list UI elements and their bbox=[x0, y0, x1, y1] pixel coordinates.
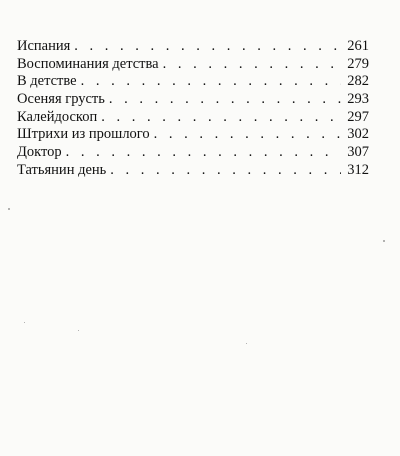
toc-entry bbox=[17, 91, 369, 109]
toc-entry-title: Осеняя грусть bbox=[17, 91, 105, 108]
paper-speck bbox=[383, 240, 385, 242]
toc-entry bbox=[17, 126, 369, 144]
toc-entry-page: 293 bbox=[347, 91, 369, 108]
dot-leader bbox=[81, 73, 341, 91]
toc-entry-title: Татьянин день bbox=[17, 161, 107, 178]
dot-leader bbox=[110, 162, 341, 180]
toc-entry-page: 312 bbox=[347, 161, 369, 178]
paper-speck bbox=[8, 208, 10, 210]
toc-entry-title: Штрихи из прошлого bbox=[17, 126, 150, 143]
dot-leader bbox=[66, 144, 341, 162]
toc-entry bbox=[17, 109, 369, 127]
toc-entry bbox=[17, 73, 369, 91]
table-of-contents bbox=[17, 38, 369, 180]
toc-entry-title: Испания bbox=[17, 38, 71, 54]
paper-speck bbox=[78, 330, 79, 331]
dot-leader bbox=[101, 109, 341, 127]
toc-entry bbox=[17, 56, 369, 74]
toc-entry-page: 302 bbox=[347, 126, 369, 143]
paper-speck bbox=[24, 322, 25, 323]
toc-entry bbox=[17, 162, 369, 180]
toc-entry bbox=[17, 38, 369, 56]
toc-entry-page: 297 bbox=[347, 108, 369, 125]
paper-speck bbox=[246, 343, 247, 344]
dot-leader bbox=[154, 126, 341, 144]
dot-leader bbox=[109, 91, 341, 109]
toc-entry-title: В детстве bbox=[17, 73, 77, 90]
toc-entry-page: 279 bbox=[347, 55, 369, 72]
toc-entry-title: Доктор bbox=[17, 144, 62, 161]
toc-entry-page: 261 bbox=[347, 38, 369, 54]
toc-entry-page: 282 bbox=[347, 73, 369, 90]
toc-entry bbox=[17, 144, 369, 162]
toc-entry-page: 307 bbox=[347, 144, 369, 161]
toc-entry-title: Воспоминания детства bbox=[17, 55, 159, 72]
toc-entry-title: Калейдоскоп bbox=[17, 108, 98, 125]
dot-leader bbox=[163, 56, 341, 74]
dot-leader bbox=[74, 38, 341, 56]
